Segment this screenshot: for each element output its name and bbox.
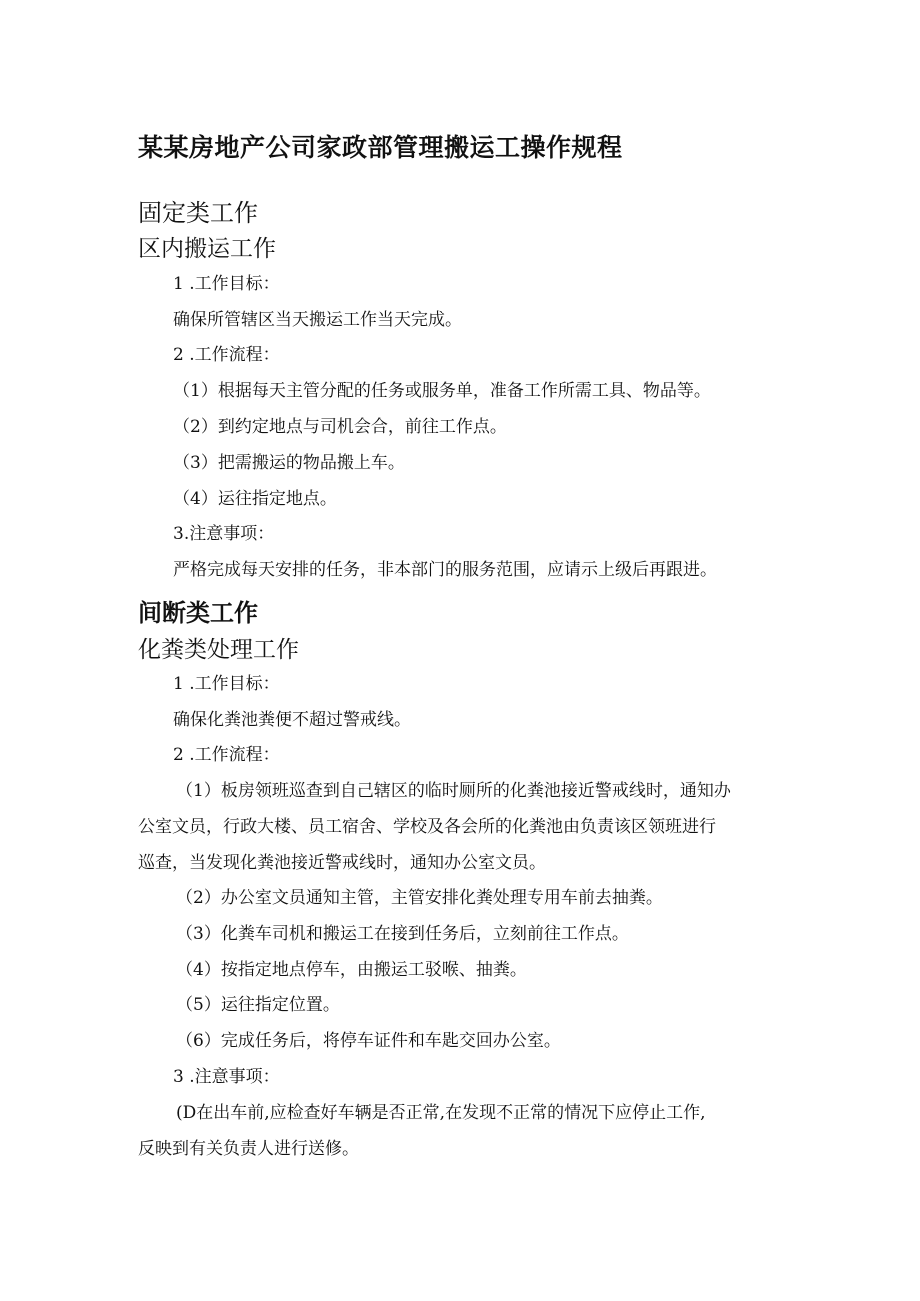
- note-text: (D在出车前,应检查好车辆是否正常,在发现不正常的情况下应停止工作,: [176, 1103, 706, 1123]
- flow-step: （6）完成任务后，将停车证件和车匙交回办公室。: [176, 1031, 561, 1051]
- goal-label: 1 .工作目标：: [173, 274, 280, 294]
- document-title: 某某房地产公司家政部管理搬运工操作规程: [138, 133, 623, 162]
- note-text: 严格完成每天安排的任务，非本部门的服务范围，应请示上级后再跟进。: [173, 560, 717, 580]
- goal-label: 1 .工作目标：: [173, 674, 280, 694]
- flow-step: （2）到约定地点与司机会合，前往工作点。: [173, 417, 507, 437]
- note-label: 3.注意事项：: [173, 524, 275, 544]
- flow-step: （2）办公室文员通知主管，主管安排化粪处理专用车前去抽粪。: [176, 888, 663, 908]
- flow-step: （5）运往指定位置。: [176, 995, 340, 1015]
- flow-step: （4）运往指定地点。: [173, 489, 337, 509]
- goal-text: 确保所管辖区当天搬运工作当天完成。: [173, 310, 462, 330]
- subsection-heading-septic: 化粪类处理工作: [138, 637, 299, 663]
- flow-step-continued: 公室文员，行政大楼、员工宿舍、学校及各会所的化粪池由负责该区领班进行: [138, 817, 716, 837]
- flow-step: （1）板房领班巡查到自己辖区的临时厕所的化粪池接近警戒线时，通知办: [176, 781, 731, 801]
- flow-step: （3）化粪车司机和搬运工在接到任务后，立刻前往工作点。: [176, 924, 629, 944]
- note-label: 3 .注意事项：: [173, 1067, 280, 1087]
- subsection-heading-moving: 区内搬运工作: [138, 236, 276, 262]
- flow-label: 2 .工作流程：: [173, 745, 280, 765]
- note-text-continued: 反映到有关负责人进行送修。: [138, 1139, 359, 1159]
- section-heading-intermittent: 间断类工作: [138, 599, 258, 627]
- goal-text: 确保化粪池粪便不超过警戒线。: [173, 710, 411, 730]
- flow-label: 2 .工作流程：: [173, 345, 280, 365]
- flow-step: （4）按指定地点停车，由搬运工驳喉、抽粪。: [176, 960, 527, 980]
- flow-step-continued: 巡查，当发现化粪池接近警戒线时，通知办公室文员。: [138, 853, 546, 873]
- flow-step: （1）根据每天主管分配的任务或服务单，准备工作所需工具、物品等。: [173, 381, 711, 401]
- section-heading-fixed: 固定类工作: [138, 199, 258, 227]
- flow-step: （3）把需搬运的物品搬上车。: [173, 453, 405, 473]
